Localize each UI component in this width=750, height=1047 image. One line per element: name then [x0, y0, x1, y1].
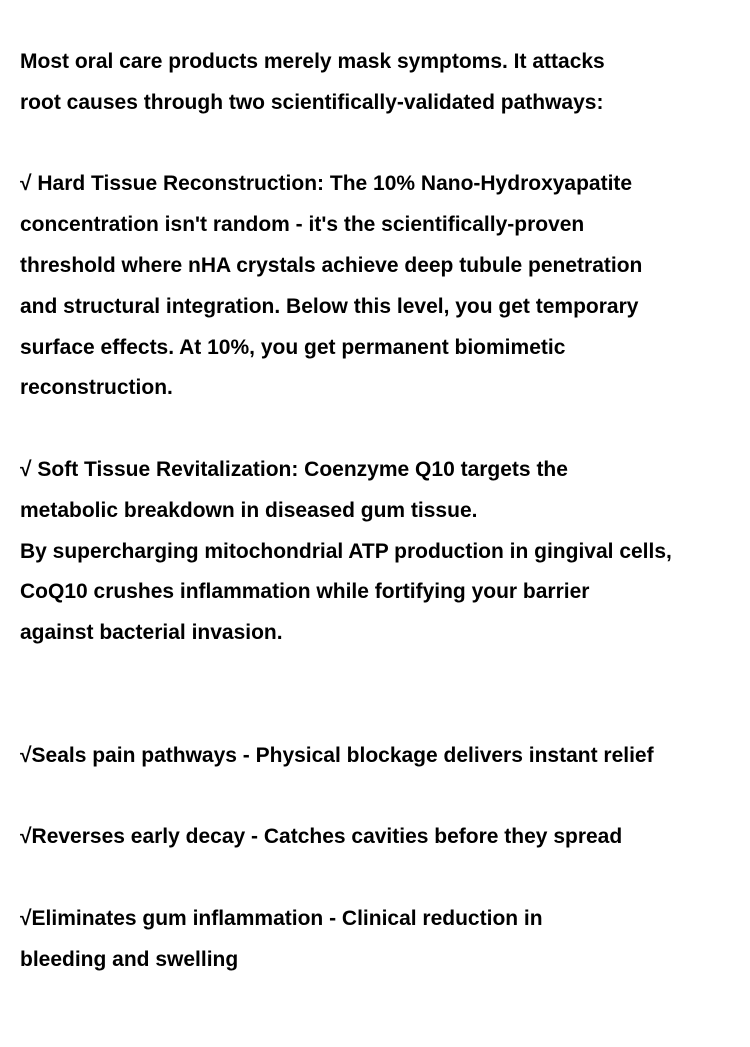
text-line: By supercharging mitochondrial ATP production in gingival cells, [20, 539, 672, 563]
text-line: surface effects. At 10%, you get permanent biomimetic [20, 335, 566, 359]
text-line: and structural integration. Below this level, you get temporary [20, 294, 639, 318]
intro-paragraph [20, 42, 740, 124]
text-line: Most oral care products merely mask symptoms. It attacks [20, 50, 605, 73]
text-line: reconstruction. [20, 376, 173, 400]
text-line: √ Hard Tissue Reconstruction: The 10% Nano-Hydroxyapatite [20, 172, 633, 196]
spacer [20, 409, 740, 450]
benefit-decay [20, 817, 740, 858]
text-line: √Seals pain pathways - Physical blockage delivers instant relief [20, 743, 654, 767]
hard-tissue-paragraph [20, 164, 740, 409]
text-line: CoQ10 crushes inflammation while fortifying your barrier [20, 580, 590, 604]
text-line: root causes through two scientifically-validated pathways: [20, 90, 604, 114]
text-line: against bacterial invasion. [20, 621, 283, 645]
spacer [20, 858, 740, 899]
text-line: concentration isn't random - it's the scientifically-proven [20, 213, 585, 237]
benefit-pain [20, 736, 740, 777]
document-body [20, 42, 740, 980]
benefit-gum [20, 899, 740, 981]
spacer [20, 776, 740, 817]
text-line: √Eliminates gum inflammation - Clinical reduction in [20, 906, 543, 930]
text-line: threshold where nHA crystals achieve deep tubule penetration [20, 253, 643, 277]
text-line: √Reverses early decay - Catches cavities before they spread [20, 825, 623, 849]
text-line: √ Soft Tissue Revitalization: Coenzyme Q10 targets the [20, 457, 568, 481]
spacer [20, 124, 740, 165]
text-line: bleeding and swelling [20, 947, 239, 971]
spacer [20, 654, 740, 736]
soft-tissue-paragraph [20, 450, 740, 654]
text-line: metabolic breakdown in diseased gum tissue. [20, 498, 478, 522]
